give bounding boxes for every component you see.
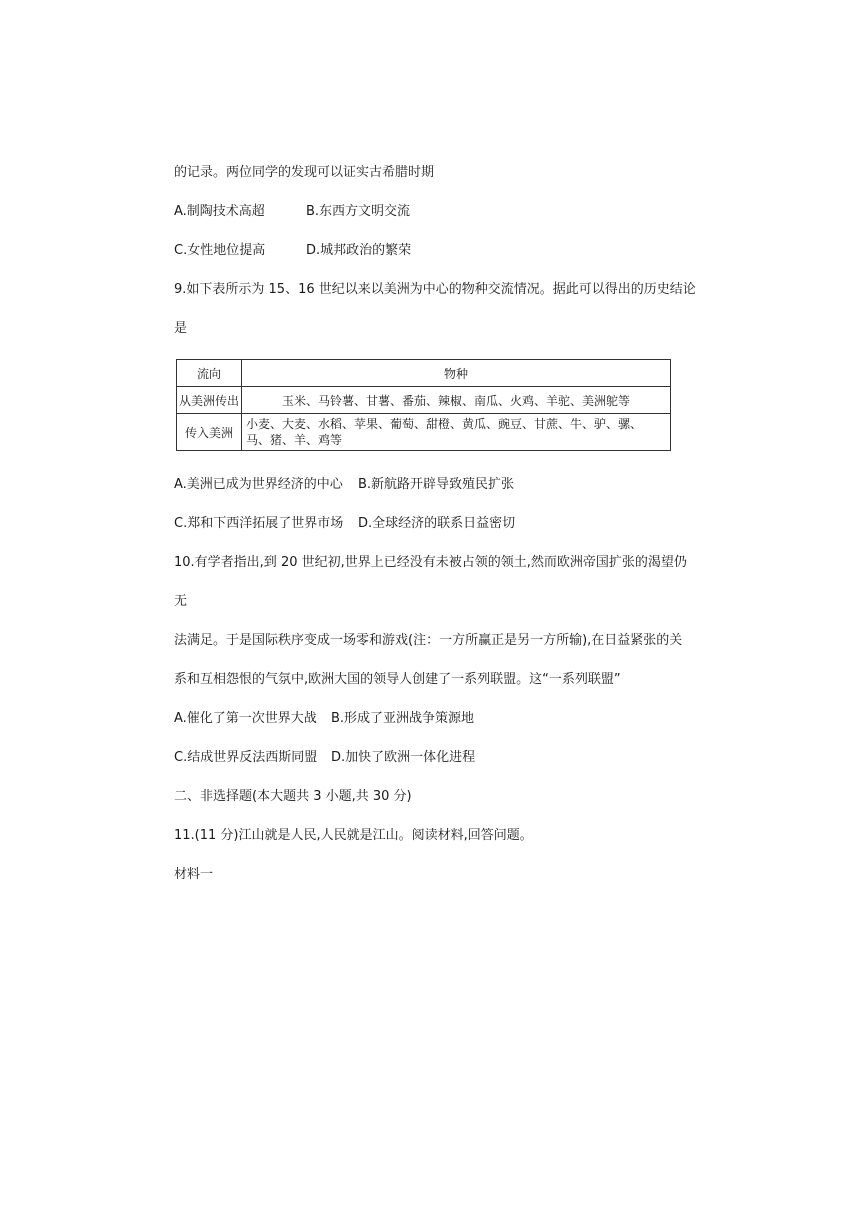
q9-stem-line-2: 是 — [174, 321, 188, 336]
q9-stem-line-1: 9.如下表所示为 15、16 世纪以来以美洲为中心的物种交流情况。据此可以得出的历史结论 — [174, 282, 696, 297]
table-row — [177, 414, 671, 451]
q10-stem-line-2: 无 — [174, 594, 188, 609]
q8-option-d: D.城邦政治的繁荣 — [306, 243, 412, 258]
q8-stem-tail: 的记录。两位同学的发现可以证实古希腊时期 — [174, 165, 435, 180]
q10-option-c: C.结成世界反法西斯同盟 — [174, 750, 318, 765]
q11-stem: 11.(11 分)江山就是人民,人民就是江山。阅读材料,回答问题。 — [174, 828, 533, 843]
q9-option-d: D.全球经济的联系日益密切 — [358, 516, 516, 531]
q8-option-b: B.东西方文明交流 — [306, 204, 411, 219]
q11-material-1-label: 材料一 — [174, 867, 214, 882]
row2-direction: 传入美洲 — [177, 414, 242, 451]
q10-option-b: B.形成了亚洲战争策源地 — [331, 711, 475, 726]
section-2-title: 二、非选择题(本大题共 3 小题,共 30 分) — [174, 789, 412, 804]
q10-stem-line-1: 10.有学者指出,到 20 世纪初,世界上已经没有未被占领的领土,然而欧洲帝国扩张的渴望仍 — [174, 555, 687, 570]
q9-option-c: C.郑和下西洋拓展了世界市场 — [174, 516, 344, 531]
species-exchange-table — [176, 359, 671, 451]
q10-option-d: D.加快了欧洲一体化进程 — [331, 750, 476, 765]
q10-stem-line-4: 系和互相怨恨的气氛中,欧洲大国的领导人创建了一系列联盟。这“一系列联盟” — [174, 672, 621, 687]
q9-option-a: A.美洲已成为世界经济的中心 — [174, 477, 343, 492]
q8-option-a: A.制陶技术高超 — [174, 204, 265, 219]
header-species: 物种 — [242, 360, 671, 387]
header-direction: 流向 — [177, 360, 242, 387]
row1-direction: 从美洲传出 — [177, 387, 242, 414]
table-row — [177, 387, 671, 414]
q8-option-c: C.女性地位提高 — [174, 243, 266, 258]
q10-stem-line-3: 法满足。于是国际秩序变成一场零和游戏(注：一方所赢正是另一方所输),在日益紧张的关 — [174, 633, 683, 648]
row1-species: 玉米、马铃薯、甘薯、番茄、辣椒、南瓜、火鸡、羊驼、美洲鸵等 — [242, 387, 671, 414]
row2-species: 小麦、大麦、水稻、苹果、葡萄、甜橙、黄瓜、豌豆、甘蔗、牛、驴、骡、马、猪、羊、鸡等 — [242, 414, 671, 451]
q9-option-b: B.新航路开辟导致殖民扩张 — [358, 477, 515, 492]
q10-option-a: A.催化了第一次世界大战 — [174, 711, 317, 726]
table-header-row — [177, 360, 671, 387]
